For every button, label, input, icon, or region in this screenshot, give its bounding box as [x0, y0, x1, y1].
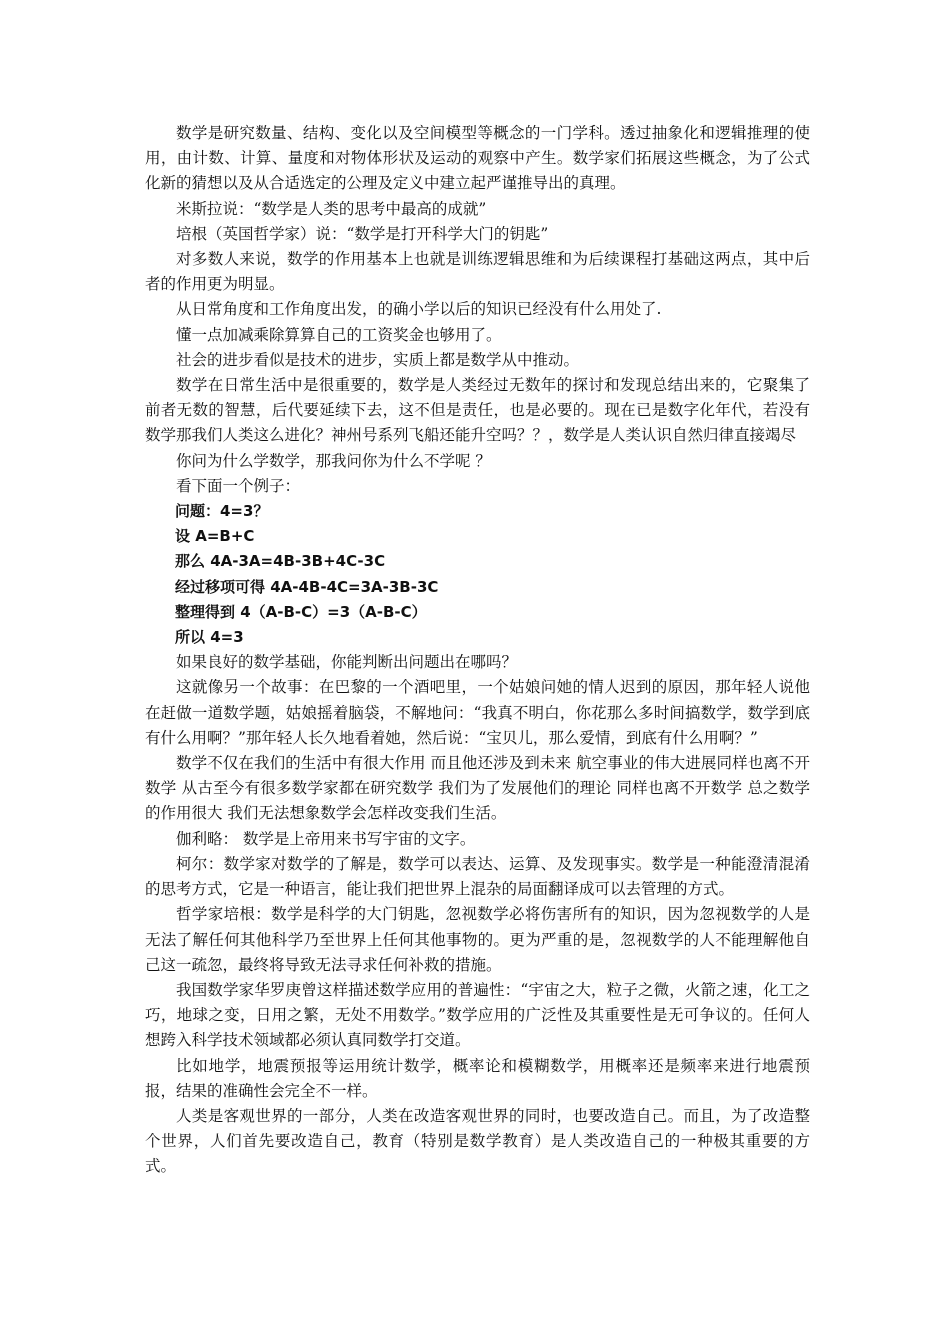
paragraph: 数学在日常生活中是很重要的，数学是人类经过无数年的探讨和发现总结出来的，它聚集了前者无数的智慧，后代要延续下去，这不但是责任，也是必要的。现在已是数字化年代，若没有数学那我们人类这么进化？神州号系列飞船还能升空吗？？，数学是人类认识自然归律直接竭尽 [145, 376, 810, 445]
paragraph: 哲学家培根：数学是科学的大门钥匙，忽视数学必将伤害所有的知识，因为忽视数学的人是无法了解任何其他科学乃至世界上任何其他事物的。更为严重的是，忽视数学的人不能理解他自己这一疏忽，最终将导致无法寻求任何补救的措施。 [145, 905, 810, 974]
paragraph: 人类是客观世界的一部分，人类在改造客观世界的同时，也要改造自己。而且，为了改造整个世界，人们首先要改造自己，教育（特别是数学教育）是人类改造自己的一种极其重要的方式。 [145, 1106, 810, 1176]
paragraph: 伽利略： 数学是上帝用来书写宇宙的文字。 [176, 829, 476, 848]
example-line: 经过移项可得 4A-4B-4C=3A-3B-3C [175, 577, 439, 596]
paragraph: 社会的进步看似是技术的进步，实质上都是数学从中推动。 [176, 350, 580, 369]
example-line: 那么 4A-3A=4B-3B+4C-3C [175, 552, 386, 571]
paragraph: 我国数学家华罗庚曾这样描述数学应用的普遍性：“宇宙之大，粒子之微，火箭之速，化工之巧，地球之变，日用之繁，无处不用数学。”数学应用的广泛性及其重要性是无可争议的。任何人想跨入科学技术领域都必须认真同数学打交道。 [145, 980, 810, 1050]
example-line: 整理得到 4（A-B-C）=3（A-B-C） [175, 602, 427, 621]
paragraph: 比如地学，地震预报等运用统计数学，概率论和模糊数学，用概率还是频率来进行地震预报，结果的准确性会完全不一样。 [145, 1056, 810, 1100]
paragraph: 米斯拉说：“数学是人类的思考中最高的成就” [176, 199, 487, 218]
paragraph: 柯尔：数学家对数学的了解是，数学可以表达、运算、及发现事实。数学是一种能澄清混淆的思考方式，它是一种语言，能让我们把世界上混杂的局面翻译成可以去管理的方式。 [145, 854, 810, 899]
paragraph: 这就像另一个故事：在巴黎的一个酒吧里，一个姑娘问她的情人迟到的原因，那年轻人说他在赶做一道数学题，姑娘摇着脑袋，不解地问：“我真不明白，你花那么多时间搞数学，数学到底有什么用啊？”那年轻人长久地看着她，然后说：“宝贝儿，那么爱情，到底有什么用啊？” [145, 678, 810, 747]
paragraph: 培根（英国哲学家）说：“数学是打开科学大门的钥匙” [176, 224, 549, 243]
paragraph: 看下面一个例子： [176, 476, 301, 495]
example-line: 所以 4=3 [175, 628, 244, 647]
example-line: 设 A=B+C [175, 527, 255, 546]
paragraph: 数学不仅在我们的生活中有很大作用 而且他还涉及到未来 航空事业的伟大进展同样也离不开数学 从古至今有很多数学家都在研究数学 我们为了发展他们的理论 同样也离不开数学 总之数学的作用很大 我们无法想象数学会怎样改变我们生活。 [145, 754, 810, 823]
paragraph: 从日常角度和工作角度出发，的确小学以后的知识已经没有什么用处了. [176, 300, 662, 319]
document-body [145, 121, 810, 1180]
paragraph: 如果良好的数学基础，你能判断出问题出在哪吗？ [176, 653, 518, 672]
paragraph: 懂一点加减乘除算算自己的工资奖金也够用了。 [176, 325, 502, 344]
paragraph: 数学是研究数量、结构、变化以及空间模型等概念的一门学科。透过抽象化和逻辑推理的使用，由计数、计算、量度和对物体形状及运动的观察中产生。数学家们拓展这些概念，为了公式化新的猜想以及从合适选定的公理及定义中建立起严谨推导出的真理。 [145, 124, 810, 193]
example-line: 问题：4=3？ [175, 502, 269, 521]
paragraph: 对多数人来说，数学的作用基本上也就是训练逻辑思维和为后续课程打基础这两点，其中后者的作用更为明显。 [145, 250, 810, 294]
paragraph: 你问为什么学数学，那我问你为什么不学呢 ？ [176, 451, 491, 470]
